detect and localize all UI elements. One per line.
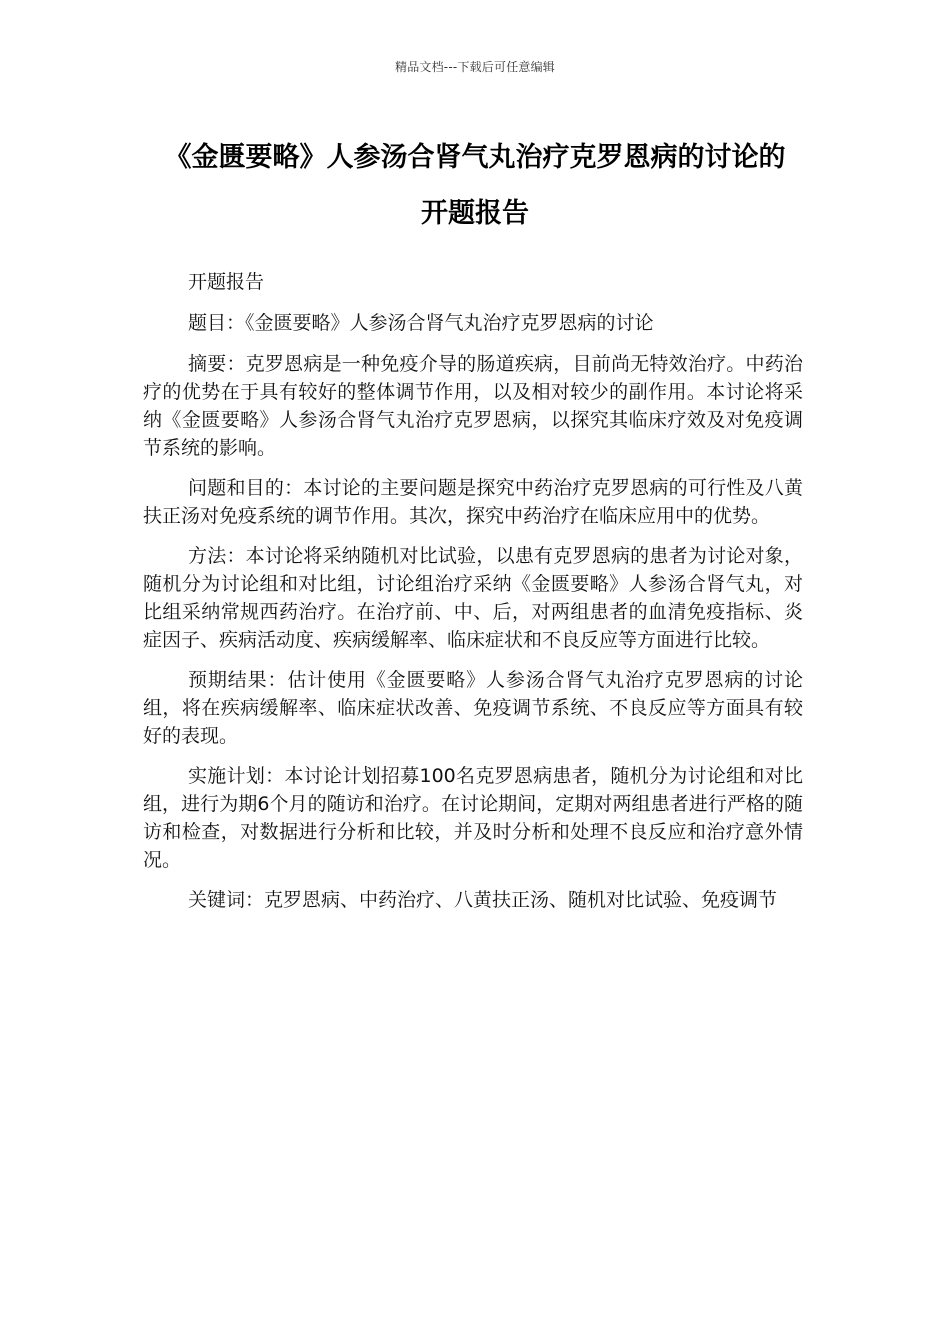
document-title: [120, 130, 830, 242]
expected-results-paragraph: 预期结果：估计使用《金匮要略》人参汤合肾气丸治疗克罗恩病的讨论组，将在疾病缓解率、临床症状改善、免疫调节系统、不良反应等方面具有较好的表现。: [143, 669, 803, 747]
title-line-2: 开题报告: [421, 198, 529, 229]
header-note: 精品文档---下载后可任意编辑: [395, 60, 555, 74]
problem-paragraph: 问题和目的：本讨论的主要问题是探究中药治疗克罗恩病的可行性及八黄扶正汤对免疫系统的调节作用。其次，探究中药治疗在临床应用中的优势。: [143, 477, 803, 527]
section-heading: 开题报告: [188, 271, 265, 293]
topic-paragraph: 题目：《金匮要略》人参汤合肾气丸治疗克罗恩病的讨论: [188, 312, 654, 334]
keywords-paragraph: 关键词：克罗恩病、中药治疗、八黄扶正汤、随机对比试验、免疫调节: [188, 889, 778, 911]
method-paragraph: 方法：本讨论将采纳随机对比试验，以患有克罗恩病的患者为讨论对象，随机分为讨论组和对比组，讨论组治疗采纳《金匮要略》人参汤合肾气丸，对比组采纳常规西药治疗。在治疗前、中、后，对两组患者的血清免疫指标、炎症因子、疾病活动度、疾病缓解率、临床症状和不良反应等方面进行比较。: [143, 545, 803, 651]
title-line-1: 《金匮要略》人参汤合肾气丸治疗克罗恩病的讨论的: [164, 142, 786, 173]
abstract-paragraph: 摘要：克罗恩病是一种免疫介导的肠道疾病，目前尚无特效治疗。中药治疗的优势在于具有较好的整体调节作用，以及相对较少的副作用。本讨论将采纳《金匮要略》人参汤合肾气丸治疗克罗恩病，以探究其临床疗效及对免疫调节系统的影响。: [143, 353, 803, 459]
document-body: [143, 268, 803, 926]
implementation-plan-paragraph: 实施计划：本讨论计划招募100名克罗恩病患者，随机分为讨论组和对比组，进行为期6个月的随访和治疗。在讨论期间，定期对两组患者进行严格的随访和检查，对数据进行分析和比较，并及时分析和处理不良反应和治疗意外情况。: [143, 765, 803, 871]
